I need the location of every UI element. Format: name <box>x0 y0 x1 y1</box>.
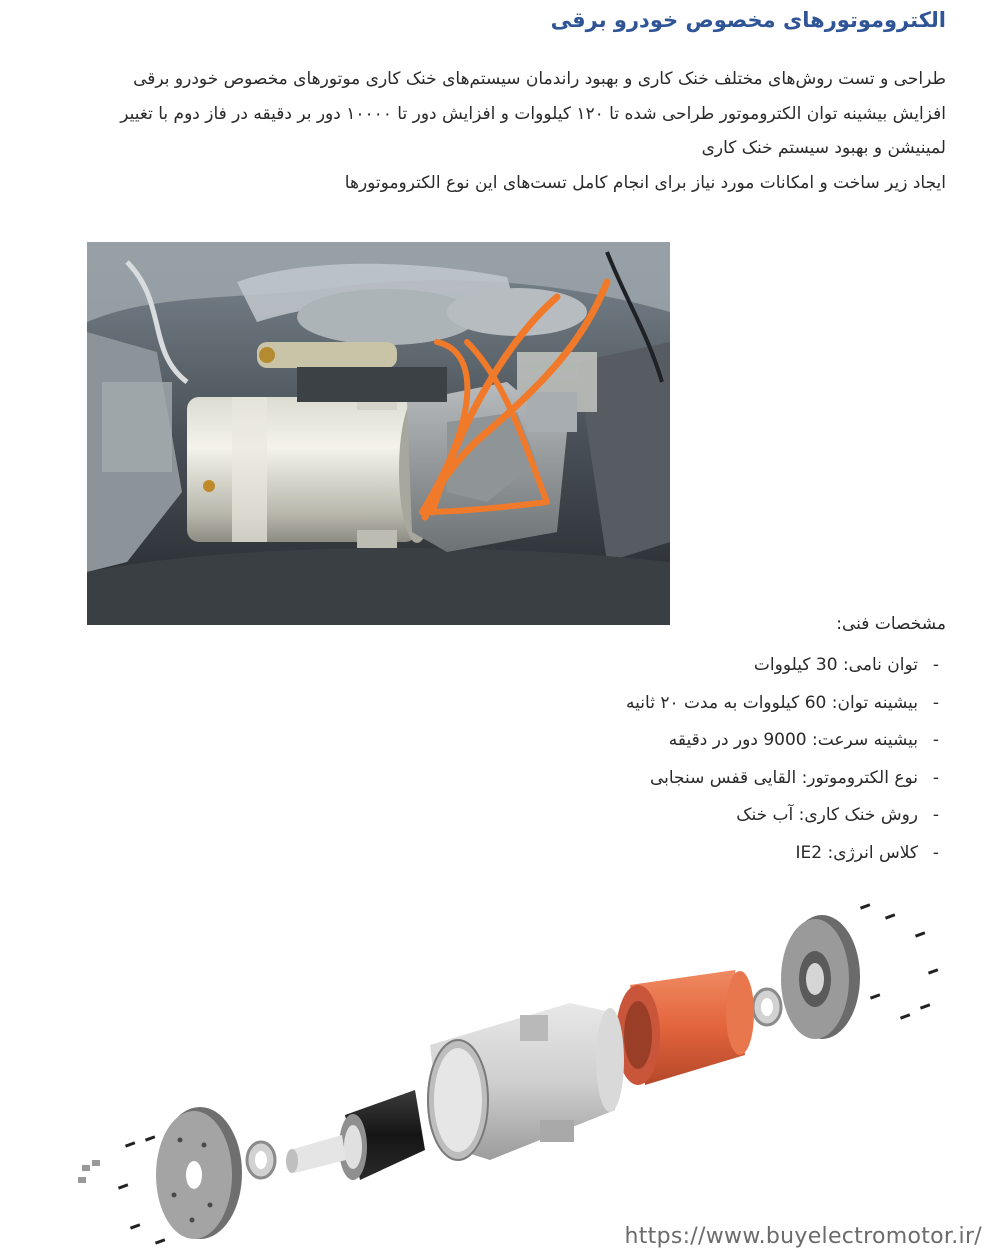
intro-paragraph: افزایش بیشینه توان الکتروموتور طراحی شده تا ۱۲۰ کیلووات و افزایش دور تا ۱۰۰۰۰ دور بر دقیقه در فاز دوم با تغییر لمینیشن و بهبود سیستم خنک کاری <box>120 103 946 158</box>
intro-paragraph: ایجاد زیر ساخت و امکانات مورد نیاز برای انجام کامل تست‌های این نوع الکتروموتورها <box>344 172 946 193</box>
page-title: الکتروموتورهای مخصوص خودرو برقی <box>550 8 946 32</box>
spec-item <box>386 800 946 838</box>
spec-text: بیشینه سرعت: 9000 دور در دقیقه <box>668 730 918 750</box>
spec-item <box>386 688 946 726</box>
intro-text <box>80 62 946 200</box>
bullet-dash: - <box>932 767 940 788</box>
specs-title: مشخصات فنی: <box>836 614 946 634</box>
spec-text: بیشینه توان: 60 کیلووات به مدت ۲۰ ثانیه <box>626 692 918 713</box>
spec-text: کلاس انرژی: IE2 <box>795 842 918 863</box>
bullet-dash: - <box>932 730 940 750</box>
spec-list <box>386 650 946 875</box>
spec-text: روش خنک کاری: آب خنک <box>736 805 918 825</box>
spec-item <box>386 838 946 876</box>
source-url: https://www.buyelectromotor.ir/ <box>618 1224 988 1249</box>
spec-text: نوع الکتروموتور: القایی قفس سنجابی <box>649 767 918 788</box>
motor-installation-photo <box>87 242 670 625</box>
motor-housing <box>428 1003 624 1160</box>
motor-exploded-view <box>70 895 950 1260</box>
bullet-dash: - <box>932 655 940 675</box>
stator-core <box>616 970 754 1085</box>
spec-item <box>386 763 946 801</box>
spec-text: توان نامی: 30 کیلووات <box>753 655 918 675</box>
bullet-dash: - <box>932 805 940 825</box>
bullet-dash: - <box>932 692 940 713</box>
rear-end-shield <box>781 915 860 1039</box>
spec-item <box>386 725 946 763</box>
intro-paragraph: طراحی و تست روش‌های مختلف خنک کاری و بهبود راندمان سیستم‌های خنک کاری موتورهای مخصوص خودرو برقی <box>133 69 946 89</box>
spec-item <box>386 650 946 688</box>
front-end-shield <box>156 1107 242 1239</box>
rotor <box>286 1090 425 1180</box>
bullet-dash: - <box>932 842 940 863</box>
